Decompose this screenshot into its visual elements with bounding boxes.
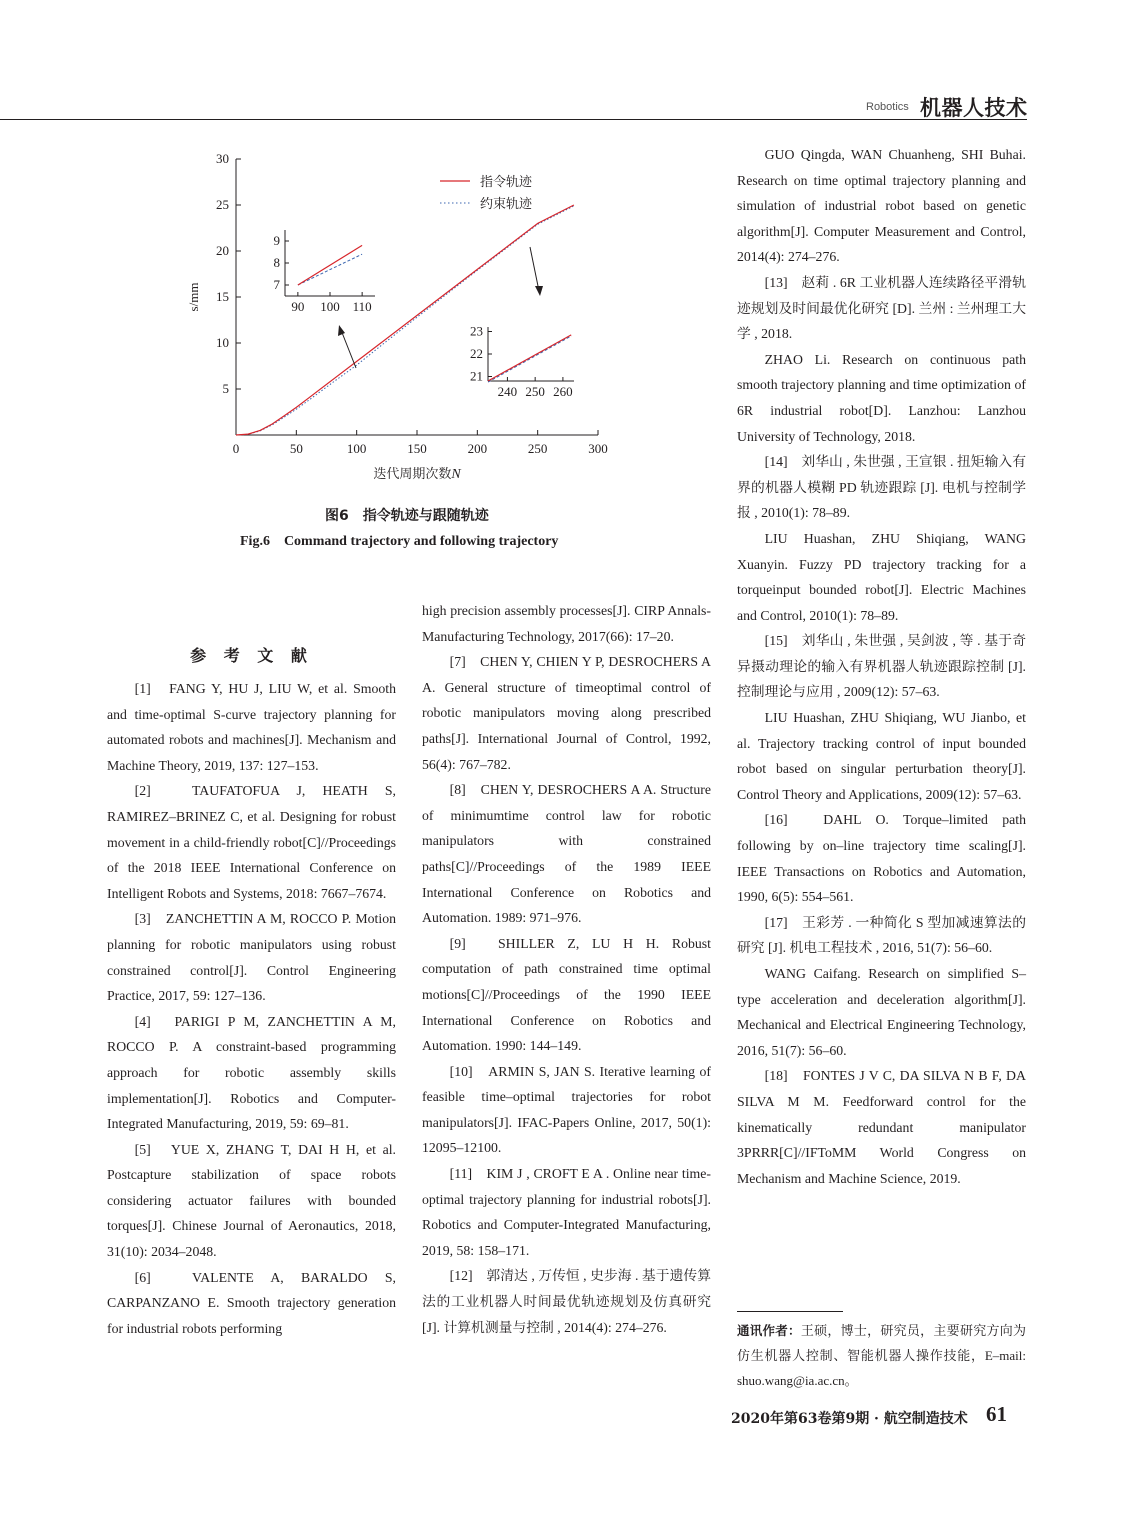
y-tick-label: 30: [216, 151, 229, 166]
reference-8: [8] CHEN Y, DESROCHERS A A. Structure of minimumtime control law for robotic manipulators with constrained paths[C]//Proceedings of the 1989 IEEE International Conference on Robotics and Automation. 1989: 971–976.: [422, 782, 711, 926]
series-command-line: [236, 205, 574, 435]
inset-x-tick-label: 110: [352, 299, 372, 314]
inset-y-tick-label: 8: [273, 255, 280, 270]
y-tick-label: 10: [216, 335, 229, 350]
reference-3: [3] ZANCHETTIN A M, ROCCO P. Motion planning for robotic manipulators using robust constrained control[J]. Control Engineering Practice, 2017, 59: 127–136.: [107, 911, 396, 1004]
annotation-arrowhead-right: [535, 286, 543, 296]
annotation-arrow-left: [341, 330, 356, 368]
reference-15: [15] 刘华山 , 朱世强 , 吴剑波 , 等 . 基于奇异摄动理论的输入有界机器人轨迹跟踪控制 [J]. 控制理论与应用 , 2009(12): 57–63.: [737, 633, 1026, 700]
inset-constraint-line: [488, 336, 571, 382]
references-title: 参 考 文 献: [190, 646, 313, 665]
footnote-rule: [737, 1311, 843, 1312]
figure-caption-cn: 图6 指令轨迹与跟随轨迹: [325, 508, 489, 524]
reference-14-en: LIU Huashan, ZHU Shiqiang, WANG Xuanyin. Fuzzy PD trajectory tracking for a torqueinput bounded robot[J]. Electric Machines and Control, 2010(1): 78–89.: [737, 530, 1026, 623]
legend-command-label: 指令轨迹: [480, 174, 533, 189]
legend-constraint-label: 约束轨迹: [480, 196, 533, 211]
reference-17: [17] 王彩芳 . 一种简化 S 型加减速算法的研究 [J]. 机电工程技术 , 2016, 51(7): 56–60.: [737, 914, 1026, 956]
inset-command-line: [298, 245, 362, 285]
x-tick-label: 150: [407, 441, 427, 456]
reference-2: [2] TAUFATOFUA J, HEATH S, RAMIREZ–BRINEZ C, et al. Designing for robust movement in a child-friendly robot[C]//Proceedings of the 2018 IEEE International Conference on Intelligent Robots and Systems, 2018: 7667–7674.: [107, 783, 396, 901]
reference-17-en: WANG Caifang. Research on simplified S–type acceleration and deceleration algorithm[J]. Mechanical and Electrical Engineering Technology, 2016, 51(7): 56–60.: [737, 966, 1026, 1058]
header-journal-cn: 机器人技术: [920, 96, 1028, 120]
inset-x-tick-label: 250: [525, 384, 545, 399]
x-tick-label: 100: [346, 441, 367, 456]
header-journal-en: Robotics: [866, 101, 909, 113]
inset-y-tick-label: 23: [470, 323, 483, 339]
references-column-3: [737, 142, 1026, 1191]
footer-issue: 2020年第63卷第9期 · 航空制造技术: [731, 1411, 968, 1427]
main-axes: [186, 151, 608, 482]
x-axis-label-text: 迭代周期次数: [373, 467, 452, 482]
x-tick-label: 300: [588, 441, 608, 456]
figure-caption-en: Fig.6 Command trajectory and following trajectory: [240, 534, 559, 549]
main-plot-area: [236, 205, 574, 435]
inset-y-tick-label: 22: [470, 346, 483, 361]
y-tick-label: 15: [216, 289, 229, 304]
trajectory-chart: [176, 145, 616, 490]
x-axis-label-var: N: [451, 467, 461, 482]
reference-1: [1] FANG Y, HU J, LIU W, et al. Smooth and time-optimal S-curve trajectory planning for automated robots and machines[J]. Mechanism and Machine Theory, 2019, 137: 127–153.: [107, 681, 396, 773]
corresponding-author-note: [737, 1318, 1026, 1393]
inset-y-tick-label: 7: [273, 277, 280, 292]
x-axis-label: [373, 466, 461, 482]
reference-15-en: LIU Huashan, ZHU Shiqiang, WU Jianbo, et al. Trajectory tracking control of input bounded robot based on singular perturbation theory[J]. Control Theory and Applications, 2009(12): 57–63.: [737, 710, 1026, 802]
reference-10: [10] ARMIN S, JAN S. Iterative learning of feasible time–optimal trajectories for robot manipulators[J]. IFAC-Papers Online, 2017, 50(1): 12095–12100.: [422, 1063, 711, 1156]
inset-x-tick-label: 240: [497, 384, 518, 399]
reference-12: [12] 郭清达 , 万传恒 , 史步海 . 基于遗传算法的工业机器人时间最优轨迹规划及仿真研究[J]. 计算机测量与控制 , 2014(4): 274–276.: [422, 1268, 711, 1335]
inset-constraint-line: [298, 254, 362, 285]
chart-legend: [440, 174, 533, 211]
reference-7: [7] CHEN Y, CHIEN Y P, DESROCHERS A A. General structure of timeoptimal control of robotic manipulators moving along prescribed paths[J]. International Journal of Control, 1992, 56(4): 767–782.: [422, 654, 711, 772]
references-column-1: [107, 676, 396, 1341]
y-tick-label: 25: [216, 197, 229, 212]
x-tick-label: 50: [289, 441, 303, 456]
reference-4: [4] PARIGI P M, ZANCHETTIN A M, ROCCO P. A constraint-based programming approach for robotic assembly skills implementation[J]. Robotics and Computer-Integrated Manufacturing, 2019, 59: 69–81.: [107, 1013, 396, 1132]
reference-6-cont: high precision assembly processes[J]. CIRP Annals-Manufacturing Technology, 2017(66): 17–20.: [422, 603, 711, 644]
footnote-text: 王硕，博士，研究员，主要研究方向为仿生机器人控制、智能机器人操作技能，E–mail: shuo.wang@ia.ac.cn。: [737, 1323, 1026, 1388]
reference-13-en: ZHAO Li. Research on continuous path smooth trajectory planning and time optimization of 6R industrial robot[D]. Lanzhou: Lanzhou University of Technology, 2018.: [737, 351, 1026, 444]
series-constraint-line: [236, 206, 574, 435]
inset-x-tick-label: 260: [553, 384, 573, 399]
reference-12-en: GUO Qingda, WAN Chuanheng, SHI Buhai. Research on time optimal trajectory planning and simulation of industrial robot based on genetic algorithm[J]. Computer Measurement and Control, 2014(4): 274–276.: [737, 147, 1026, 265]
references-column-2: [422, 598, 711, 1340]
inset-command-line: [488, 335, 571, 381]
reference-18: [18] FONTES J V C, DA SILVA N B F, DA SILVA M M. Feedforward control for the kinematically redundant manipulator 3PRRR[C]//IFToMM World Congress on Mechanism and Machine Science, 2019.: [737, 1068, 1026, 1186]
reference-9: [9] SHILLER Z, LU H H. Robust computation of path constrained time optimal motions[C]//Proceedings of the 1990 IEEE International Conference on Robotics and Automation. 1990: 144–149.: [422, 935, 711, 1054]
annotation-arrow-right: [530, 247, 539, 291]
inset-x-tick-label: 90: [291, 299, 305, 314]
reference-13: [13] 赵莉 . 6R 工业机器人连续路径平滑轨迹规划及时间最优化研究 [D]. 兰州 : 兰州理工大学 , 2018.: [737, 274, 1026, 342]
inset-right: [470, 324, 574, 400]
x-tick-label: 0: [232, 441, 240, 456]
inset-y-tick-label: 21: [470, 368, 483, 384]
reference-6: [6] VALENTE A, BARALDO S, CARPANZANO E. Smooth trajectory generation for industrial robots performing: [107, 1269, 396, 1336]
inset-x-tick-label: 100: [320, 299, 340, 314]
inset-y-tick-label: 9: [273, 233, 280, 248]
inset-left: [274, 230, 376, 314]
y-tick-label: 5: [222, 381, 229, 396]
x-tick-label: 200: [467, 441, 488, 456]
y-axis-label: s/mm: [186, 282, 201, 312]
y-tick-label: 20: [216, 243, 229, 258]
page-number: 61: [986, 1402, 1007, 1426]
reference-14: [14] 刘华山 , 朱世强 , 王宣银 . 扭矩输入有界的机器人模糊 PD 轨迹跟踪 [J]. 电机与控制学报 , 2010(1): 78–89.: [737, 454, 1026, 521]
reference-16: [16] DAHL O. Torque–limited path following by on–line trajectory time scaling[J]. IEEE Transactions on Robotics and Automation, 1990, 6(5): 554–561.: [737, 812, 1026, 905]
x-tick-label: 250: [527, 441, 548, 456]
reference-11: [11] KIM J , CROFT E A . Online near time-optimal trajectory planning for industrial robots[J]. Robotics and Computer-Integrated Manufacturing, 2019, 58: 158–171.: [422, 1166, 711, 1258]
header-rule: [0, 119, 1027, 120]
annotation-arrowhead-left: [338, 325, 345, 336]
footnote-label: 通讯作者：: [737, 1323, 801, 1338]
reference-5: [5] YUE X, ZHANG T, DAI H H, et al. Postcapture stabilization of space robots considering actuator failures with bounded torques[J]. Chinese Journal of Aeronautics, 2018, 31(10): 2034–2048.: [107, 1141, 396, 1260]
